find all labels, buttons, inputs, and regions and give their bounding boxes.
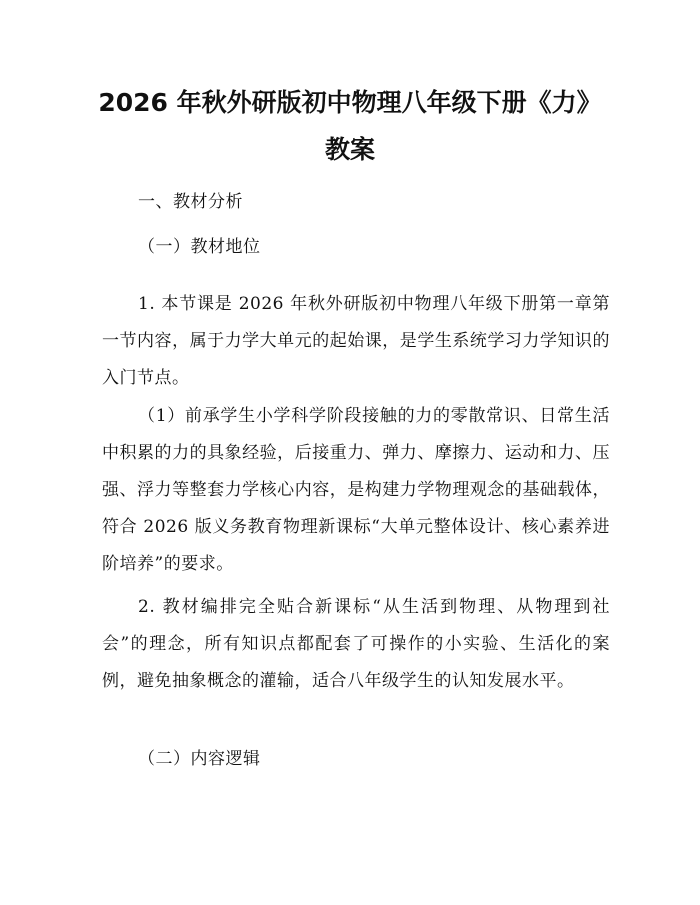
- document-title-line-1: 2026 年秋外研版初中物理八年级下册《力》: [98, 88, 602, 117]
- section-heading-teaching-material-analysis: 一、教材分析: [138, 192, 243, 212]
- subsection-heading-content-logic: （二）内容逻辑: [138, 749, 261, 769]
- paragraph-material-arrangement: 2. 教材编排完全贴合新课标“从生活到物理、从物理到社会”的理念，所有知识点都配套了可操作的小实验、生活化的案例，避免抽象概念的灌输，适合八年级学生的认知发展水平。: [102, 597, 610, 691]
- paragraph-lesson-position: 1. 本节课是 2026 年秋外研版初中物理八年级下册第一章第一节内容，属于力学大单元的起始课，是学生系统学习力学知识的入门节点。: [102, 294, 610, 388]
- subsection-heading-material-status: （一）教材地位: [138, 237, 261, 257]
- document-title-line-2: 教案: [324, 135, 375, 164]
- paragraph-curriculum-connection: （1）前承学生小学科学阶段接触的力的零散常识、日常生活中积累的力的具象经验，后接重力、弹力、摩擦力、运动和力、压强、浮力等整套力学核心内容，是构建力学物理观念的基础载体，符合 2026 版义务教育物理新课标“大单元整体设计、核心素养进阶培养”的要求。: [102, 406, 610, 574]
